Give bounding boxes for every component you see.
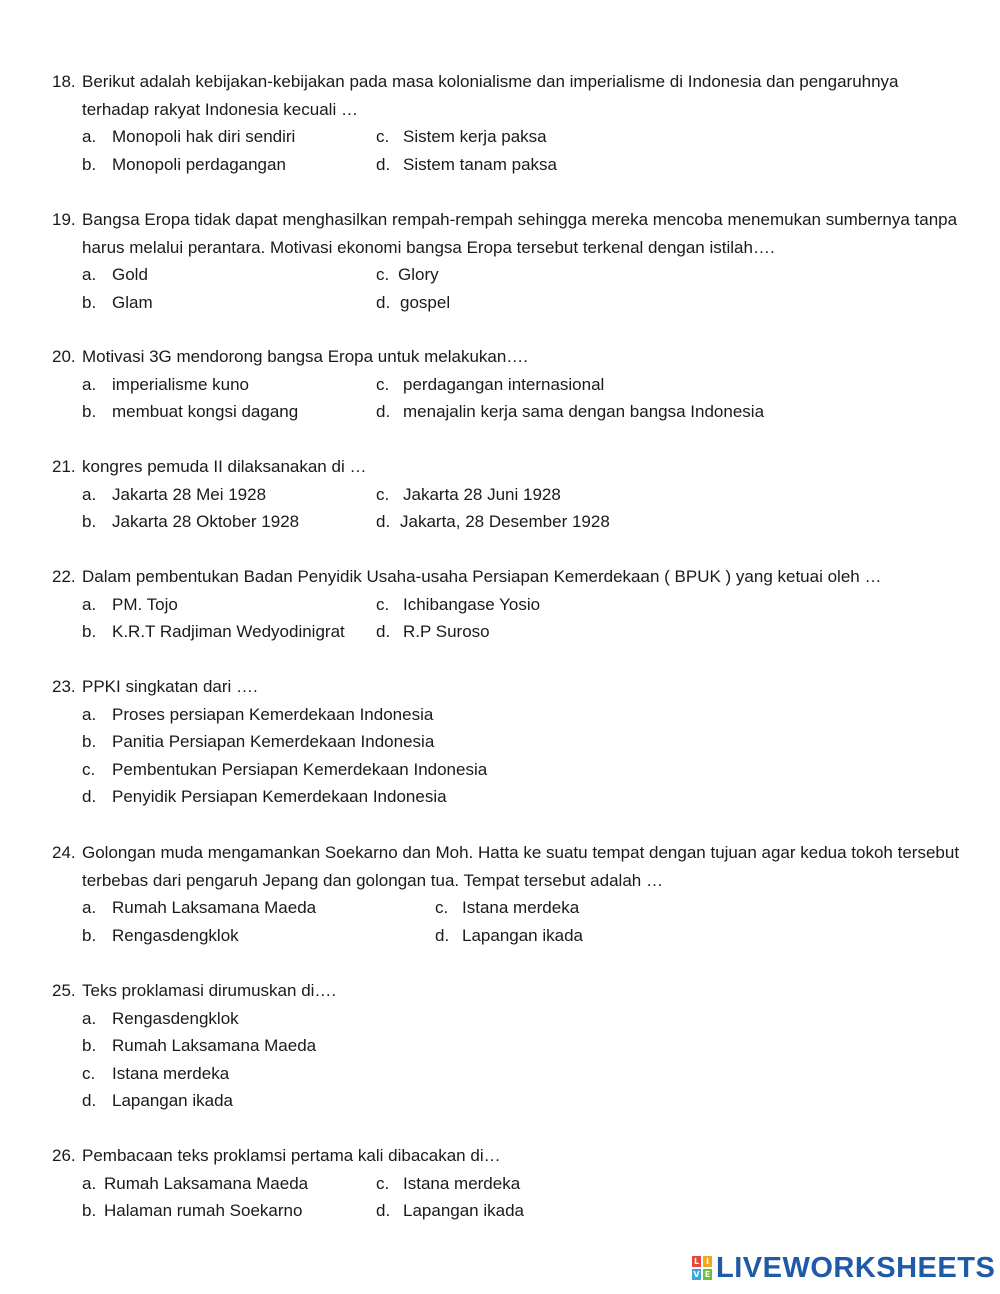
question-text: 26. Pembacaan teks proklamsi pertama kali dibacakan di… bbox=[52, 1142, 962, 1170]
option-c-label: c. bbox=[82, 1063, 96, 1083]
question-23 bbox=[52, 673, 962, 811]
question-number: 23. bbox=[52, 677, 76, 696]
option-c[interactable]: Istana merdeka bbox=[462, 898, 580, 917]
question-22 bbox=[52, 563, 962, 646]
logo-tile-i: I bbox=[703, 1256, 712, 1267]
option-row bbox=[52, 894, 962, 922]
option-d[interactable]: Sistem tanam paksa bbox=[403, 154, 558, 174]
option-c[interactable]: Sistem kerja paksa bbox=[403, 127, 547, 146]
option-d-label: d. bbox=[435, 925, 450, 945]
option-row bbox=[52, 1170, 962, 1198]
option-row bbox=[52, 1060, 962, 1088]
option-a-label: a. bbox=[82, 704, 97, 724]
option-d-label: d. bbox=[82, 1091, 97, 1110]
question-18 bbox=[52, 68, 962, 178]
logo-tile-v: V bbox=[693, 1270, 700, 1279]
option-d[interactable]: menajalin kerja sama dengan bangsa Indonesia bbox=[403, 402, 765, 421]
option-a[interactable]: Rengasdengklok bbox=[112, 1008, 239, 1028]
option-b[interactable]: Jakarta 28 Oktober 1928 bbox=[112, 512, 300, 531]
option-c-label: c. bbox=[376, 265, 390, 284]
option-d[interactable]: Lapangan ikada bbox=[112, 1091, 234, 1110]
question-number: 25. bbox=[52, 981, 76, 1000]
option-a-label: a. bbox=[82, 1008, 97, 1028]
option-d[interactable]: gospel bbox=[400, 292, 451, 312]
question-number: 22. bbox=[52, 567, 76, 586]
option-row bbox=[52, 701, 962, 729]
option-row bbox=[52, 508, 962, 536]
liveworksheets-logo[interactable] bbox=[692, 1252, 995, 1284]
option-b[interactable]: Rengasdengklok bbox=[112, 925, 239, 945]
option-row bbox=[52, 261, 962, 289]
option-d[interactable]: Jakarta, 28 Desember 1928 bbox=[400, 512, 610, 531]
option-b-label: b. bbox=[82, 402, 97, 421]
option-a-label: a. bbox=[82, 1173, 97, 1193]
logo-tile-e: E bbox=[704, 1270, 711, 1279]
option-b-label: b. bbox=[82, 512, 97, 531]
option-row bbox=[52, 481, 962, 509]
question-text: 18. Berikut adalah kebijakan-kebijakan pada masa kolonialisme dan imperialisme di Indonesia dan pengaruhnya terhadap rakyat Indonesia kecuali … bbox=[52, 68, 962, 123]
question-19 bbox=[52, 206, 962, 316]
option-b[interactable]: membuat kongsi dagang bbox=[112, 402, 299, 421]
liveworksheets-icon bbox=[692, 1256, 712, 1280]
option-row bbox=[52, 151, 962, 179]
option-b-label: b. bbox=[82, 732, 97, 751]
option-a[interactable]: Rumah Laksamana Maeda bbox=[112, 898, 317, 917]
question-text: 21. kongres pemuda II dilaksanakan di … bbox=[52, 453, 962, 481]
option-c-label: c. bbox=[376, 127, 390, 146]
option-b-label: b. bbox=[82, 622, 97, 641]
option-row bbox=[52, 1087, 962, 1115]
option-d-label: d. bbox=[376, 1201, 391, 1220]
option-c-label: c. bbox=[435, 898, 449, 917]
option-c-label: c. bbox=[376, 594, 390, 614]
option-c[interactable]: Jakarta 28 Juni 1928 bbox=[403, 484, 561, 504]
option-d-label: d. bbox=[376, 292, 391, 312]
question-text: 20. Motivasi 3G mendorong bangsa Eropa untuk melakukan…. bbox=[52, 343, 962, 371]
option-row bbox=[52, 1197, 962, 1225]
option-b[interactable]: Monopoli perdagangan bbox=[112, 154, 286, 174]
option-row bbox=[52, 1005, 962, 1033]
option-c-label: c. bbox=[376, 1173, 390, 1193]
option-row bbox=[52, 756, 962, 784]
option-a[interactable]: Jakarta 28 Mei 1928 bbox=[112, 484, 267, 504]
option-row bbox=[52, 398, 962, 426]
option-row bbox=[52, 123, 962, 151]
question-21 bbox=[52, 453, 962, 536]
question-text: 24. Golongan muda mengamankan Soekarno dan Moh. Hatta ke suatu tempat dengan tujuan agar kedua tokoh tersebut terbebas dari pengaruh Jepang dan golongan tua. Tempat tersebut adalah … bbox=[52, 839, 962, 894]
question-number: 26. bbox=[52, 1146, 76, 1165]
option-row bbox=[52, 783, 962, 811]
logo-tile-l: L bbox=[693, 1257, 700, 1266]
option-a-label: a. bbox=[82, 265, 97, 284]
option-row bbox=[52, 922, 962, 950]
option-b-label: b. bbox=[82, 1036, 97, 1055]
question-text: 19. Bangsa Eropa tidak dapat menghasilkan rempah-rempah sehingga mereka mencoba menemukan sumbernya tanpa harus melalui perantara. Motivasi ekonomi bangsa Eropa tersebut terkenal dengan istilah…. bbox=[52, 206, 962, 261]
option-c[interactable]: perdagangan internasional bbox=[403, 374, 605, 394]
option-d-label: d. bbox=[82, 787, 97, 806]
option-c-label: c. bbox=[376, 484, 390, 504]
question-number: 19. bbox=[52, 210, 76, 229]
option-b[interactable]: Halaman rumah Soekarno bbox=[104, 1201, 303, 1220]
option-c[interactable]: Pembentukan Persiapan Kemerdekaan Indonesia bbox=[112, 759, 488, 779]
option-b[interactable]: Rumah Laksamana Maeda bbox=[112, 1036, 317, 1055]
logo-text: LIVEWORKSHEETS bbox=[716, 1251, 996, 1284]
option-b-label: b. bbox=[82, 292, 97, 312]
question-number: 18. bbox=[52, 72, 76, 91]
option-c-label: c. bbox=[376, 374, 390, 394]
question-number: 20. bbox=[52, 347, 76, 366]
option-b[interactable]: K.R.T Radjiman Wedyodinigrat bbox=[112, 622, 345, 641]
option-b-label: b. bbox=[82, 925, 97, 945]
option-d-label: d. bbox=[376, 154, 391, 174]
option-row bbox=[52, 371, 962, 399]
option-b-label: b. bbox=[82, 154, 97, 174]
option-a-label: a. bbox=[82, 374, 97, 394]
option-a[interactable]: PM. Tojo bbox=[112, 594, 178, 614]
option-b[interactable]: Glam bbox=[112, 292, 153, 312]
option-row bbox=[52, 591, 962, 619]
option-d-label: d. bbox=[376, 512, 391, 531]
question-26 bbox=[52, 1142, 962, 1225]
option-a-label: a. bbox=[82, 484, 97, 504]
option-a-label: a. bbox=[82, 898, 97, 917]
option-a[interactable]: Monopoli hak diri sendiri bbox=[112, 127, 296, 146]
option-c[interactable]: Glory bbox=[398, 265, 439, 284]
option-a[interactable]: Gold bbox=[112, 265, 148, 284]
question-text: 25. Teks proklamasi dirumuskan di…. bbox=[52, 977, 962, 1005]
option-b[interactable]: Panitia Persiapan Kemerdekaan Indonesia bbox=[112, 732, 435, 751]
question-number: 21. bbox=[52, 457, 76, 476]
option-d-label: d. bbox=[376, 622, 391, 641]
option-a[interactable]: Rumah Laksamana Maeda bbox=[104, 1173, 309, 1193]
option-c-label: c. bbox=[82, 759, 96, 779]
question-text: 22. Dalam pembentukan Badan Penyidik Usaha-usaha Persiapan Kemerdekaan ( BPUK ) yang ketuai oleh … bbox=[52, 563, 962, 591]
question-25 bbox=[52, 977, 962, 1115]
option-row bbox=[52, 289, 962, 317]
question-24 bbox=[52, 839, 962, 949]
option-a-label: a. bbox=[82, 127, 97, 146]
option-d[interactable]: Lapangan ikada bbox=[462, 925, 584, 945]
option-c[interactable]: Ichibangase Yosio bbox=[403, 594, 541, 614]
option-d[interactable]: R.P Suroso bbox=[403, 622, 490, 641]
option-a[interactable]: Proses persiapan Kemerdekaan Indonesia bbox=[112, 704, 434, 724]
option-d-label: d. bbox=[376, 402, 391, 421]
option-c[interactable]: Istana merdeka bbox=[403, 1173, 521, 1193]
option-d[interactable]: Lapangan ikada bbox=[403, 1201, 525, 1220]
option-row bbox=[52, 618, 962, 646]
question-text: 23. PPKI singkatan dari …. bbox=[52, 673, 962, 701]
option-b-label: b. bbox=[82, 1201, 97, 1220]
option-d[interactable]: Penyidik Persiapan Kemerdekaan Indonesia bbox=[112, 787, 447, 806]
question-20 bbox=[52, 343, 962, 426]
option-a-label: a. bbox=[82, 594, 97, 614]
option-c[interactable]: Istana merdeka bbox=[112, 1063, 230, 1083]
option-a[interactable]: imperialisme kuno bbox=[112, 374, 249, 394]
question-number: 24. bbox=[52, 843, 76, 862]
option-row bbox=[52, 1032, 962, 1060]
option-row bbox=[52, 728, 962, 756]
